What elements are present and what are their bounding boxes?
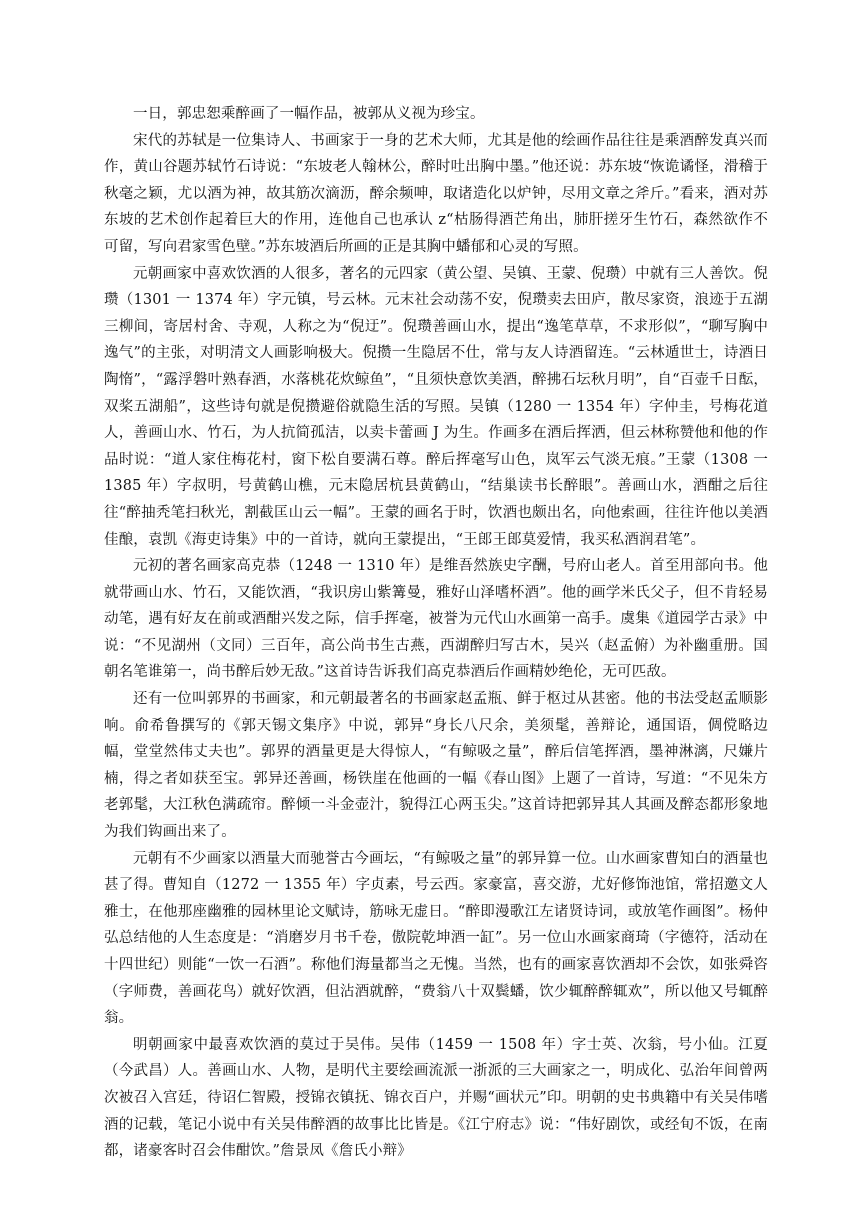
paragraph: 元朝画家中喜欢饮酒的人很多，著名的元四家（黄公望、吴镇、王蒙、倪瓒）中就有三人善饮。倪瓒（1301 一 1374 年）字元镇，号云林。元末社会动荡不安，倪瓒卖去田庐，散尽家资，浪迹于五湖三柳间，寄居村舍、寺观，人称之为“倪迂”。倪瓒善画山水，提出“逸笔草草，不求形似”，“聊写胸中逸气”的主张，对明清文人画影响极大。倪攒一生隐居不仕，常与友人诗酒留连。“云林遁世士，诗酒日陶惰”，“露浮磐叶熟春酒，水落桃花炊鲸鱼”，“且须快意饮美酒，醉拂石坛秋月明”，自“百壶千日酝，双桨五湖船”，这些诗句就是倪攒避俗就隐生活的写照。吴镇（1280 一 1354 年）字仲圭，号梅花道人，善画山水、竹石，为人抗简孤洁，以卖卡蕾画 J 为生。作画多在酒后挥洒，但云林称赞他和他的作品时说：“道人家住梅花村，窗下松自要满石尊。醉后挥毫写山色，岚军云气淡无痕。”王蒙（1308 一 1385 年）字叔明，号黄鹤山樵，元末隐居杭县黄鹤山，“结巢读书长醉眼”。善画山水，酒酣之后往往“醉抽秃笔扫秋光，割截匡山云一幅”。王蒙的画名于时，饮酒也颇出名，向他索画，往往许他以美酒佳酿，袁凯《海吏诗集》中的一首诗，就向王蒙提出，“王郎王郎莫爱情，我买私酒润君笔”。 [104, 265, 768, 548]
paragraph: 宋代的苏轼是一位集诗人、书画家于一身的艺术大师，尤其是他的绘画作品往往是乘酒醉发真兴而作，黄山谷题苏轼竹石诗说：“东坡老人翰林公，醉时吐出胸中墨。”他还说：苏东坡“恢诡谲怪，滑稽于秋毫之颖，尤以酒为神，故其筋次滴沥，醉余频呻，取诸造化以炉钟，尽用文章之斧斤。”看来，酒对苏东坡的艺术创作起着巨大的作用，连他自己也承认 z“枯肠得酒芒角出，肺肝搓牙生竹石，森然欲作不可留，写向君家雪色壁。”苏东坡酒后所画的正是其胸中蟠郁和心灵的写照。 [104, 132, 768, 255]
paragraph: 明朝画家中最喜欢饮酒的莫过于吴伟。吴伟（1459 一 1508 年）字士英、次翁，号小仙。江夏（今武昌）人。善画山水、人物，是明代主要绘画流派一浙派的三大画家之一，明成化、弘治年间曾两次被召入宫廷，待诏仁智殿，授锦衣镇抚、锦衣百户，并赐“画状元”印。明朝的史书典籍中有关吴伟嗜酒的记载，笔记小说中有关吴伟醉酒的故事比比皆是。《江宁府志》说：“伟好剧饮，或经旬不饭，在南都，诸豪客时召会伟酣饮。”詹景凤《詹氏小辩》 [104, 1036, 768, 1160]
paragraph: 还有一位叫郭界的书画家，和元朝最著名的书画家赵孟瓶、鲜于枢过从甚密。他的书法受赵孟顺影响。俞希鲁撰写的《郭天锡文集序》中说，郭异“身长八尺余，美须髦，善辩论，通国语，倜傥略边幅，堂堂然伟丈夫也”。郭界的酒量更是大得惊人，“有鲸吸之量”，醉后信笔挥酒，墨神淋漓，尺嫌片楠，得之者如获至宝。郭异还善画，杨铁崖在他画的一幅《春山图》上题了一首诗，写道：“不见朱方老郭髦，大江秋色满疏帘。醉倾一斗金壶汁，貌得江心两玉尖。”这首诗把郭异其人其画及醉态都形象地为我们钩画出来了。 [104, 691, 768, 841]
paragraph: 元朝有不少画家以酒量大而驰誉古今画坛，“有鲸吸之量”的郭异算一位。山水画家曹知白的酒量也甚了得。曹知自（1272 一 1355 年）字贞素，号云西。家豪富，喜交游，尤好修饰池馆，常招邀文人雅士，在他那座幽雅的园林里论文赋诗，筋咏无虚日。“醉即漫歌江左诸贤诗词，或放笔作画图”。杨仲弘总结他的人生态度是：“消磨岁月书千卷，傲院乾坤酒一缸”。另一位山水画家商琦（字德符，活动在十四世纪）则能“一饮一石酒”。称他们海量都当之无愧。当然，也有的画家喜饮酒却不会饮，如张舜咨（字师费，善画花鸟）就好饮酒，但沾酒就醉，“费翁八十双鬓蟠，饮少辄醉醉辄欢”，所以他又号辄醉翁。 [104, 850, 768, 1027]
paragraph: 一日，郭忠恕乘醉画了一幅作品，被郭从义视为珍宝。 [133, 106, 485, 122]
paragraph: 元初的著名画家高克恭（1248 一 1310 年）是维吾然族史字酬，号府山老人。首至用部向书。他就带画山水、竹石，又能饮酒，“我识房山紫篝曼，雅好山泽嗜杯酒”。他的画学米氏父子，但不肯轻易动笔，遇有好友在前或酒酣兴发之际，信手挥毫，被誉为元代山水画第一高手。虞集《道园学古录》中说：“不见湖州（文同）三百年，高公尚书生古燕，西湖醉归写古木，吴兴（赵孟俯）为补幽重册。国朝名笔谁第一，尚书醉后妙无敌。”这首诗告诉我们高克恭酒后作画精妙绝伦，无可匹敌。 [104, 558, 768, 681]
document-page [104, 101, 768, 1165]
